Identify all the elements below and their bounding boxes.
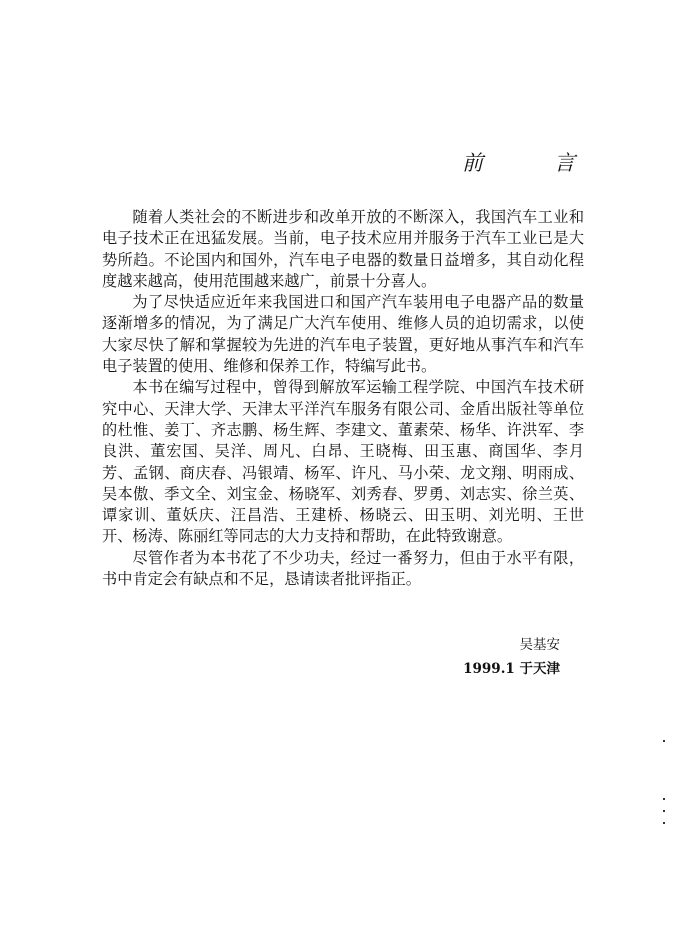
- paragraph-1: 随着人类社会的不断进步和改单开放的不断深入，我国汽车工业和电子技术正在迅猛发展。当前，电子技术应用并服务于汽车工业已是大势所趋。不论国内和国外，汽车电子电器的数量日益增多，其自动化程度越来越高，使用范围越来越广，前景十分喜人。: [102, 208, 584, 290]
- title-char-1: 前: [462, 151, 484, 175]
- paragraph-4: 尽管作者为本书花了不少功夫，经过一番努力，但由于水平有限，书中肯定会有缺点和不足，恳请读者批评指正。: [102, 548, 584, 589]
- scan-speck: [663, 810, 665, 812]
- paragraph-2: 为了尽快适应近年来我国进口和国产汽车装用电子电器产品的数量逐渐增多的情况，为了满足广大汽车使用、维修人员的迫切需求，以使大家尽快了解和掌握较为先进的汽车电子装置，更好地从事汽车和汽车电子装置的使用、维修和保养工作，特编写此书。: [102, 293, 584, 376]
- date-place: 1999.1 于天津: [463, 661, 560, 677]
- preface-body: [102, 207, 584, 590]
- paragraph-3: 本书在编写过程中，曾得到解放军运输工程学院、中国汽车技术研究中心、天津大学、天津太平洋汽车服务有限公司、金盾出版社等单位的杜惟、姜丁、齐志鹏、杨生辉、李建文、董素荣、杨华、许洪军、李良洪、董宏国、吴洋、周凡、白昂、王晓梅、田玉惠、商国华、李月芳、孟钢、商庆春、冯银靖、杨军、许凡、马小荣、龙文翔、明雨成、吴本傲、季文全、刘宝金、杨晓军、刘秀春、罗勇、刘志实、徐兰英、谭家训、董妖庆、汪昌浩、王建桥、杨晓云、田玉明、刘光明、王世开、杨涛、陈丽红等同志的大力支持和帮助，在此特致谢意。: [102, 378, 584, 546]
- scan-speck: [663, 822, 665, 824]
- title-char-2: 言: [554, 151, 576, 175]
- author-name: 吴基安: [519, 637, 560, 653]
- signature-block: [463, 633, 560, 681]
- scan-speck: [663, 798, 665, 800]
- scan-specks: [663, 740, 667, 830]
- scan-speck: [663, 740, 665, 742]
